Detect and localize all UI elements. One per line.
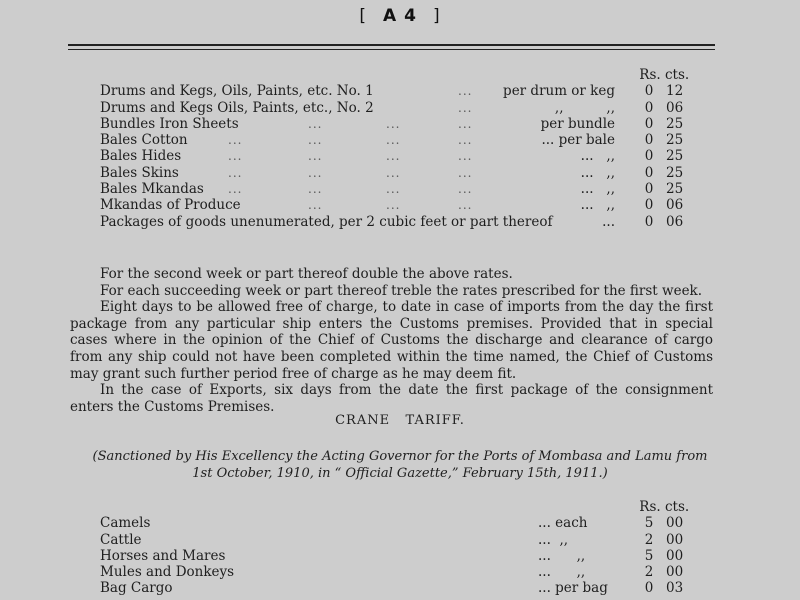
item-description: Drums and Kegs Oils, Paints, etc., No. 2 xyxy=(100,99,374,116)
crane-table xyxy=(100,499,700,597)
item-rupees: 0 xyxy=(644,181,654,198)
item-cents: 12 xyxy=(666,83,684,100)
item-unit: ... ,, xyxy=(580,148,615,165)
paragraph-second-week: For the second week or part thereof double the above rates. xyxy=(100,266,513,282)
table-header xyxy=(100,499,700,515)
item-unit: ... ,, xyxy=(538,564,586,581)
dot-leader: ... xyxy=(308,182,323,197)
dot-leader: ... xyxy=(458,133,473,148)
item-unit: per drum or keg xyxy=(503,83,615,100)
item-description: Bag Cargo xyxy=(100,580,173,597)
dot-leader: ... xyxy=(308,149,323,164)
item-description: Mkandas of Produce xyxy=(100,197,241,214)
item-unit: ,, ,, xyxy=(554,99,615,116)
dot-leader: ... xyxy=(308,165,323,180)
item-cents: 25 xyxy=(666,164,684,181)
bracket-close: ] xyxy=(432,6,441,26)
item-cents: 06 xyxy=(666,213,684,230)
col-cts-header: cts. xyxy=(665,67,690,83)
item-unit: ... ,, xyxy=(580,164,615,181)
dot-leader: ... xyxy=(228,133,243,148)
item-unit: per bundle xyxy=(540,115,615,132)
table-row xyxy=(100,515,700,531)
dot-leader: ... xyxy=(386,182,401,197)
dot-leader: ... xyxy=(386,165,401,180)
page-header xyxy=(0,6,800,26)
item-rupees: 0 xyxy=(644,83,654,100)
item-rupees: 2 xyxy=(644,531,654,548)
crane-tariff-title: CRANE TARIFF. xyxy=(335,413,465,428)
item-unit: ... xyxy=(602,213,615,230)
conditions-text xyxy=(70,266,713,415)
dot-leader: ... xyxy=(458,100,473,115)
col-rs-header: Rs. xyxy=(639,499,661,515)
bracket-open: [ xyxy=(359,6,368,26)
dot-leader: ... xyxy=(308,198,323,213)
item-description: Bales Hides xyxy=(100,148,182,165)
item-unit: ... ,, xyxy=(580,181,615,198)
dot-leader: ... xyxy=(308,133,323,148)
dot-leader: ... xyxy=(458,116,473,131)
item-description: Bales Mkandas xyxy=(100,181,204,198)
table-row xyxy=(100,564,700,580)
item-rupees: 0 xyxy=(644,213,654,230)
table-row xyxy=(100,214,700,230)
item-description: Drums and Kegs, Oils, Paints, etc. No. 1 xyxy=(100,83,374,100)
table-row xyxy=(100,83,700,99)
storage-table xyxy=(100,67,700,230)
item-description: Cattle xyxy=(100,531,142,548)
dot-leader: ... xyxy=(458,198,473,213)
table-row xyxy=(100,100,700,116)
item-cents: 00 xyxy=(666,531,684,548)
table-row xyxy=(100,580,700,596)
dot-leader: ... xyxy=(308,116,323,131)
dot-leader: ... xyxy=(458,165,473,180)
item-unit: ... ,, xyxy=(580,197,615,214)
item-rupees: 0 xyxy=(644,132,654,149)
item-rupees: 0 xyxy=(644,164,654,181)
item-description: Bales Skins xyxy=(100,164,179,181)
item-rupees: 0 xyxy=(644,197,654,214)
item-cents: 25 xyxy=(666,132,684,149)
item-cents: 00 xyxy=(666,547,684,564)
dot-leader: ... xyxy=(228,149,243,164)
table-row xyxy=(100,532,700,548)
dot-leader: ... xyxy=(458,84,473,99)
table-header xyxy=(100,67,700,83)
dot-leader: ... xyxy=(458,182,473,197)
item-rupees: 0 xyxy=(644,115,654,132)
item-description: Camels xyxy=(100,515,151,532)
table-row xyxy=(100,116,700,132)
item-rupees: 2 xyxy=(644,564,654,581)
dot-leader: ... xyxy=(458,149,473,164)
crane-tariff-sanction: (Sanctioned by His Excellency the Acting Governor for the Ports of Mombasa and Lamu from 1st October, 1910, in “ Official Gazette,” February 15th, 1911.) xyxy=(92,449,708,481)
dot-leader: ... xyxy=(386,198,401,213)
paragraph-exports: In the case of Exports, six days from the date the first package of the consignment enters the Customs Premises. xyxy=(70,382,713,415)
item-unit: ... per bag xyxy=(538,580,608,597)
dot-leader: ... xyxy=(386,116,401,131)
item-unit: ... ,, xyxy=(538,547,586,564)
item-rupees: 0 xyxy=(644,580,654,597)
item-cents: 00 xyxy=(666,564,684,581)
item-description: Bundles Iron Sheets xyxy=(100,115,239,132)
item-cents: 06 xyxy=(666,99,684,116)
item-cents: 00 xyxy=(666,515,684,532)
table-row xyxy=(100,132,700,148)
header-rule-top xyxy=(68,44,715,46)
item-cents: 25 xyxy=(666,115,684,132)
col-rs-header: Rs. xyxy=(639,67,661,83)
dot-leader: ... xyxy=(228,182,243,197)
item-cents: 25 xyxy=(666,148,684,165)
item-unit: ... each xyxy=(538,515,588,532)
table-row xyxy=(100,197,700,213)
table-row xyxy=(100,165,700,181)
item-description: Bales Cotton xyxy=(100,132,188,149)
item-cents: 03 xyxy=(666,580,684,597)
table-row xyxy=(100,181,700,197)
item-cents: 25 xyxy=(666,181,684,198)
item-unit: ... ,, xyxy=(538,531,569,548)
paragraph-succeeding-week: For each succeeding week or part thereof treble the rates prescribed for the first week. xyxy=(100,282,703,299)
item-unit: ... per bale xyxy=(541,132,615,149)
dot-leader: ... xyxy=(386,133,401,148)
item-rupees: 5 xyxy=(644,515,654,532)
header-rule-bottom xyxy=(68,49,715,50)
item-description: Mules and Donkeys xyxy=(100,564,235,581)
paragraph-free-days: Eight days to be allowed free of charge, to date in case of imports from the day the first package from any particular ship enters the Customs premises. Provided that in special cases where in the opinion of the Chief of Customs the discharge and clearance of cargo from any ship could not have been completed within the time named, the Chief of Customs may grant such further period free of charge as he may deem fit. xyxy=(70,299,713,382)
col-cts-header: cts. xyxy=(665,499,690,515)
dot-leader: ... xyxy=(386,149,401,164)
page-label: A 4 xyxy=(383,6,417,26)
item-cents: 06 xyxy=(666,197,684,214)
item-rupees: 0 xyxy=(644,148,654,165)
table-row xyxy=(100,548,700,564)
table-row xyxy=(100,148,700,164)
item-rupees: 5 xyxy=(644,547,654,564)
item-rupees: 0 xyxy=(644,99,654,116)
item-description: Packages of goods unenumerated, per 2 cubic feet or part thereof xyxy=(100,213,553,230)
dot-leader: ... xyxy=(228,165,243,180)
item-description: Horses and Mares xyxy=(100,547,226,564)
